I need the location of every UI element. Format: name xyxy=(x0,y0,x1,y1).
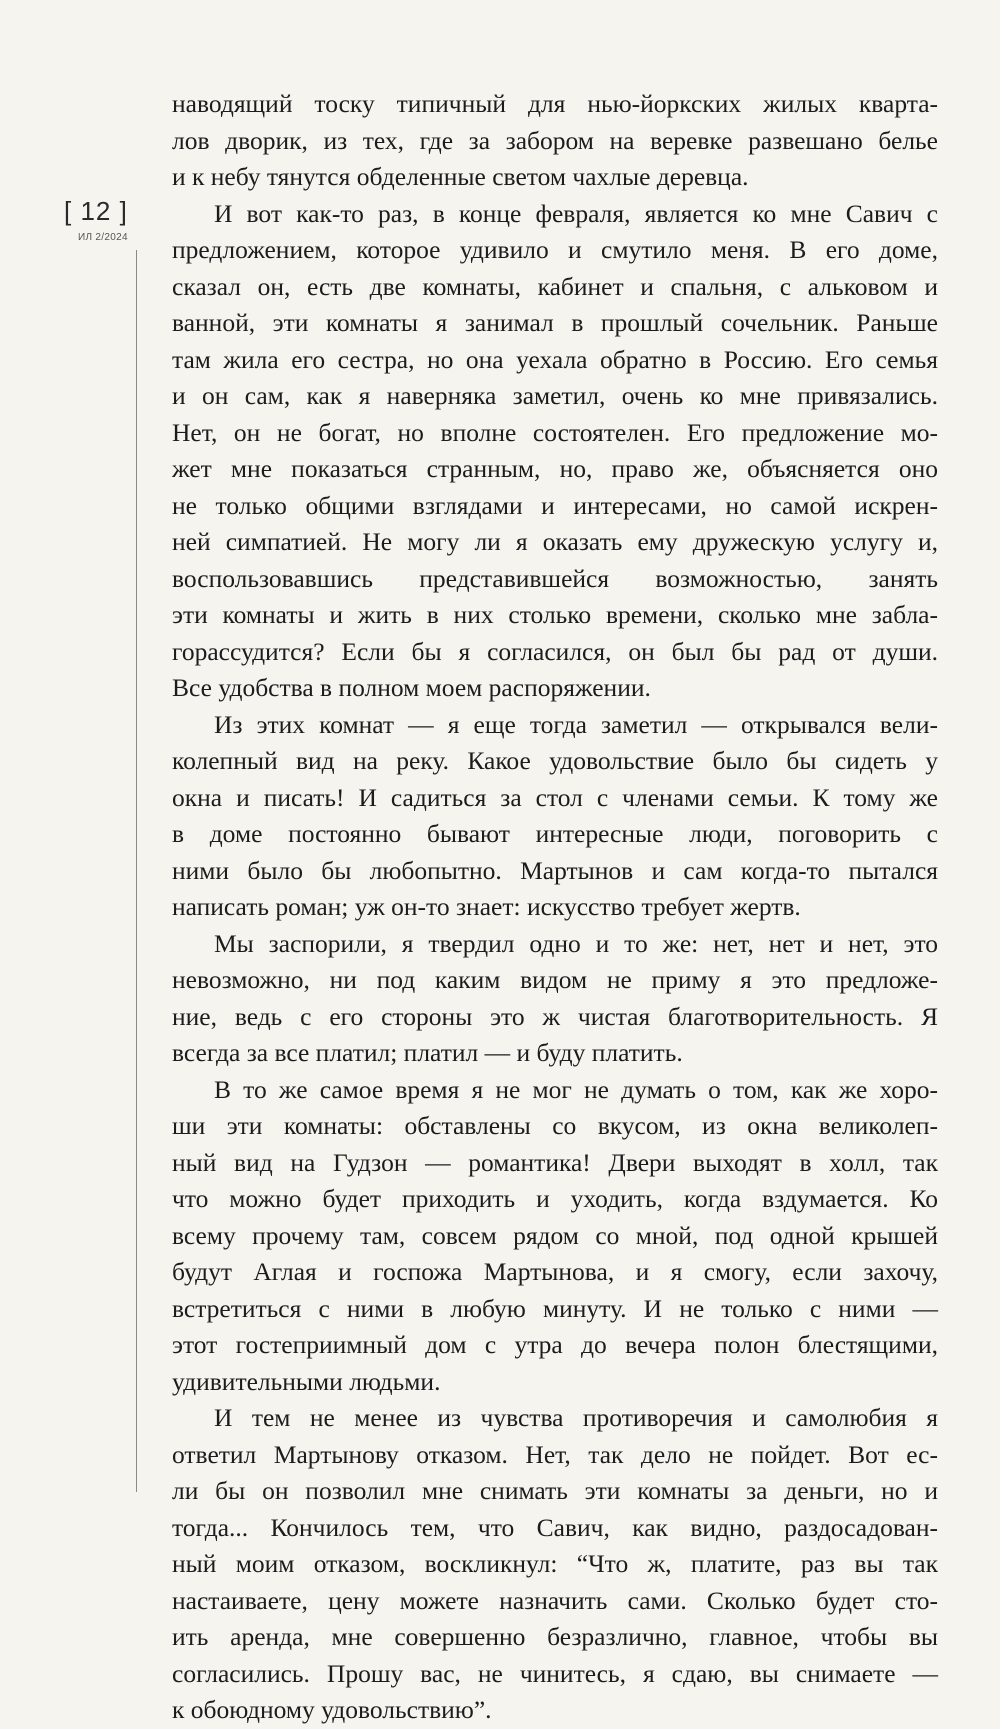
text-line: невозможно, ни под каким видом не приму я это предложе- xyxy=(172,965,938,994)
text-line: написать роман; уж он-то знает: искусство требует жертв. xyxy=(172,892,801,921)
text-line: настаиваете, цену можете назначить сами. Сколько будет сто- xyxy=(172,1585,938,1615)
text-line: горассудится? Если бы я согласился, он был бы рад от души. xyxy=(172,636,938,666)
text-line: в доме постоянно бывают интересные люди, поговорить с xyxy=(172,819,938,848)
text-line: сказал он, есть две комнаты, кабинет и спальня, с альковом и xyxy=(172,271,938,301)
text-line: ить аренда, мне совершенно безразлично, главное, чтобы вы xyxy=(172,1622,938,1651)
text-line: ванной, эти комнаты я занимал в прошлый сочельник. Раньше xyxy=(172,308,938,337)
text-line: окна и писать! И садиться за стол с членами семьи. К тому же xyxy=(172,782,938,812)
body-text xyxy=(172,86,938,1729)
text-line: этот гостеприимный дом с утра до вечера полон блестящими, xyxy=(172,1330,938,1359)
text-line: согласились. Прошу вас, не чинитесь, я сдаю, вы снимаете — xyxy=(172,1658,938,1688)
page-number: [ 12 ] xyxy=(64,196,128,226)
text-line: всегда за все платил; платил — и буду платить. xyxy=(172,1038,683,1067)
text-line: ответил Мартынову отказом. Нет, так дело не пойдет. Вот ес- xyxy=(172,1439,938,1469)
text-line: Нет, он не богат, но вполне состоятелен. Его предложение мо- xyxy=(172,417,938,447)
issue-label: ИЛ 2/2024 xyxy=(78,232,128,243)
text-line: удивительными людьми. xyxy=(172,1366,441,1396)
margin-rule xyxy=(136,250,137,1492)
text-line: к обоюдному удовольствию”. xyxy=(172,1695,492,1724)
text-line: ние, ведь с его стороны это ж чистая благотворительность. Я xyxy=(172,1001,938,1031)
text-line: Мы заспорили, я твердил одно и то же: нет, нет и нет, это xyxy=(214,928,938,958)
text-line: будут Аглая и госпожа Мартынова, и я смогу, если захочу, xyxy=(172,1257,938,1286)
text-line: Из этих комнат — я еще тогда заметил — открывался вели- xyxy=(214,709,938,739)
text-line: всему прочему там, совсем рядом со мной, под одной крышей xyxy=(172,1220,938,1250)
text-line: ли бы он позволил мне снимать эти комнаты за деньги, но и xyxy=(172,1476,938,1505)
text-line: Все удобства в полном моем распоряжении. xyxy=(172,673,651,702)
text-line: воспользовавшись представившейся возможностью, занять xyxy=(172,563,938,593)
text-line: жет мне показаться странным, но, право же, объясняется оно xyxy=(172,454,938,483)
text-line: что можно будет приходить и уходить, когда вздумается. Ко xyxy=(172,1184,938,1213)
text-line: тогда... Кончилось тем, что Савич, как видно, раздосадован- xyxy=(172,1512,938,1542)
text-line: колепный вид на реку. Какое удовольствие было бы сидеть у xyxy=(172,746,938,775)
text-line: наводящий тоску типичный для нью-йоркских жилых кварта- xyxy=(172,89,938,118)
text-line: предложением, которое удивило и смутило меня. В его доме, xyxy=(172,235,938,264)
text-line: и к небу тянутся обделенные светом чахлые деревца. xyxy=(172,162,749,191)
text-line: И вот как-то раз, в конце февраля, является ко мне Савич с xyxy=(214,198,938,228)
text-line: там жила его сестра, но она уехала обратно в Россию. Его семья xyxy=(172,344,938,374)
text-line: эти комнаты и жить в них столько времени, сколько мне забла- xyxy=(172,600,938,629)
text-line: ней симпатией. Не могу ли я оказать ему дружескую услугу и, xyxy=(172,527,938,556)
text-line: и он сам, как я наверняка заметил, очень ко мне привязались. xyxy=(172,381,938,410)
text-line: ними было бы любопытно. Мартынов и сам когда-то пытался xyxy=(172,855,938,885)
text-line: И тем не менее из чувства противоречия и самолюбия я xyxy=(214,1403,938,1432)
text-line: В то же самое время я не мог не думать о том, как же хоро- xyxy=(214,1074,938,1104)
text-line: ный вид на Гудзон — романтика! Двери выходят в холл, так xyxy=(172,1147,938,1177)
text-line: встретиться с ними в любую минуту. И не только с ними — xyxy=(172,1293,938,1323)
text-line: ный моим отказом, воскликнул: “Что ж, платите, раз вы так xyxy=(172,1549,938,1578)
text-line: лов дворик, из тех, где за забором на веревке развешано белье xyxy=(172,125,938,155)
text-line: ши эти комнаты: обставлены со вкусом, из окна великолеп- xyxy=(172,1111,938,1140)
margin-header xyxy=(64,196,144,243)
text-line: не только общими взглядами и интересами, но самой искрен- xyxy=(172,490,938,520)
